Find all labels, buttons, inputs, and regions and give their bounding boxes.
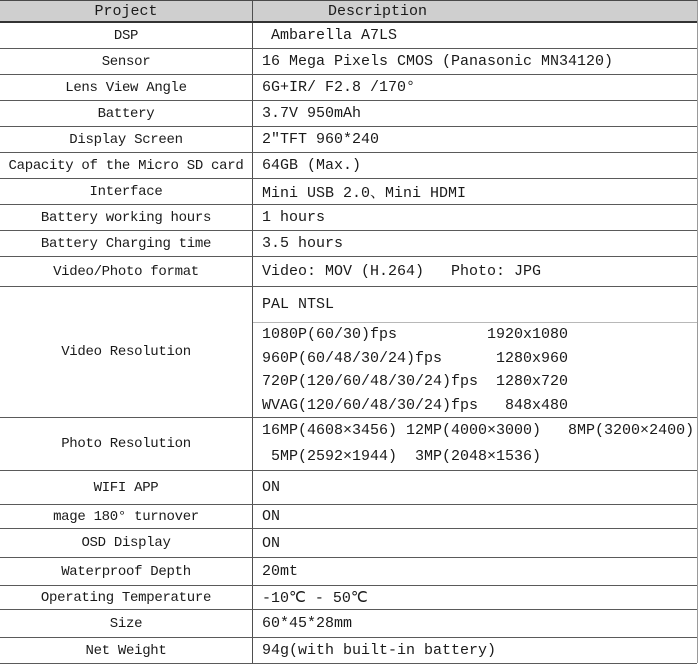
spec-value: 20mt [262,563,299,580]
spec-value: 6G+IR/ F2.8 /170° [262,79,416,96]
table-row-sd-card-capacity [0,153,697,179]
spec-label: Lens View Angle [0,75,253,100]
spec-value: -10℃ - 50℃ [262,590,368,607]
spec-value: 3.7V 950mAh [262,105,362,122]
spec-label: DSP [0,23,253,48]
header-description: Description [328,2,428,20]
spec-value: Mini USB 2.0、Mini HDMI [262,185,467,202]
table-row-net-weight [0,638,697,664]
spec-value: 1 hours [262,209,326,226]
spec-label: Waterproof Depth [0,558,253,585]
table-row-battery-charging-time [0,231,697,257]
table-row-dsp [0,23,697,49]
spec-value: Video: MOV (H.264) Photo: JPG [262,263,542,280]
video-resolution-value [253,287,697,417]
spec-label: Display Screen [0,127,253,152]
video-resolution-line: 720P(120/60/48/30/24)fps 1280x720 [262,373,569,390]
spec-label: Video Resolution [0,287,253,417]
video-resolution-lines [253,323,697,417]
spec-label: Size [0,610,253,637]
spec-label: Operating Temperature [0,586,253,609]
header-project: Project [0,1,253,21]
spec-label: Video/Photo format [0,257,253,286]
table-row-image-turnover [0,505,697,529]
table-row-video-photo-format [0,257,697,287]
spec-value: 16 Mega Pixels CMOS (Panasonic MN34120) [262,53,614,70]
table-row-waterproof-depth [0,558,697,586]
spec-value: ON [262,479,281,496]
photo-resolution-value [253,418,697,470]
table-row-photo-resolution [0,418,697,471]
spec-value: 3.5 hours [262,235,344,252]
video-resolution-line: WVAG(120/60/48/30/24)fps 848x480 [262,396,569,414]
spec-value: 94g(with built-in battery) [262,642,497,659]
spec-label: Capacity of the Micro SD card [0,153,253,178]
spec-value: ON [262,508,281,525]
photo-resolution-line: 5MP(2592×1944) 3MP(2048×1536) [262,448,542,465]
table-row-video-resolution [0,287,697,418]
video-resolution-line: 1080P(60/30)fps 1920x1080 [262,326,569,343]
table-row-wifi-app [0,471,697,505]
spec-value: 60*45*28mm [262,615,353,632]
spec-value: Ambarella A7LS [262,27,398,44]
spec-label: Battery [0,101,253,126]
spec-label: Sensor [0,49,253,74]
table-row-operating-temperature [0,586,697,610]
spec-label: Battery working hours [0,205,253,230]
spec-label: mage 180° turnover [0,505,253,528]
table-row-size [0,610,697,638]
spec-label: Interface [0,179,253,204]
spec-label: OSD Display [0,529,253,557]
spec-value: 2″TFT 960*240 [262,131,380,148]
table-row-battery-working-hours [0,205,697,231]
table-row-display-screen [0,127,697,153]
spec-value: 64GB (Max.) [262,157,362,174]
spec-label: Photo Resolution [0,418,253,470]
table-row-lens-view-angle [0,75,697,101]
photo-resolution-line: 16MP(4608×3456) 12MP(4000×3000) 8MP(3200×2400) [262,422,695,439]
table-row-osd-display [0,529,697,558]
spec-label: WIFI APP [0,471,253,504]
video-standard: PAL NTSL [253,287,697,323]
spec-value: ON [262,534,281,552]
table-row-sensor [0,49,697,75]
spec-label: Battery Charging time [0,231,253,256]
table-row-battery [0,101,697,127]
spec-label: Net Weight [0,638,253,663]
table-header-row [0,1,697,23]
video-resolution-line: 960P(60/48/30/24)fps 1280x960 [262,349,569,367]
table-row-interface [0,179,697,205]
